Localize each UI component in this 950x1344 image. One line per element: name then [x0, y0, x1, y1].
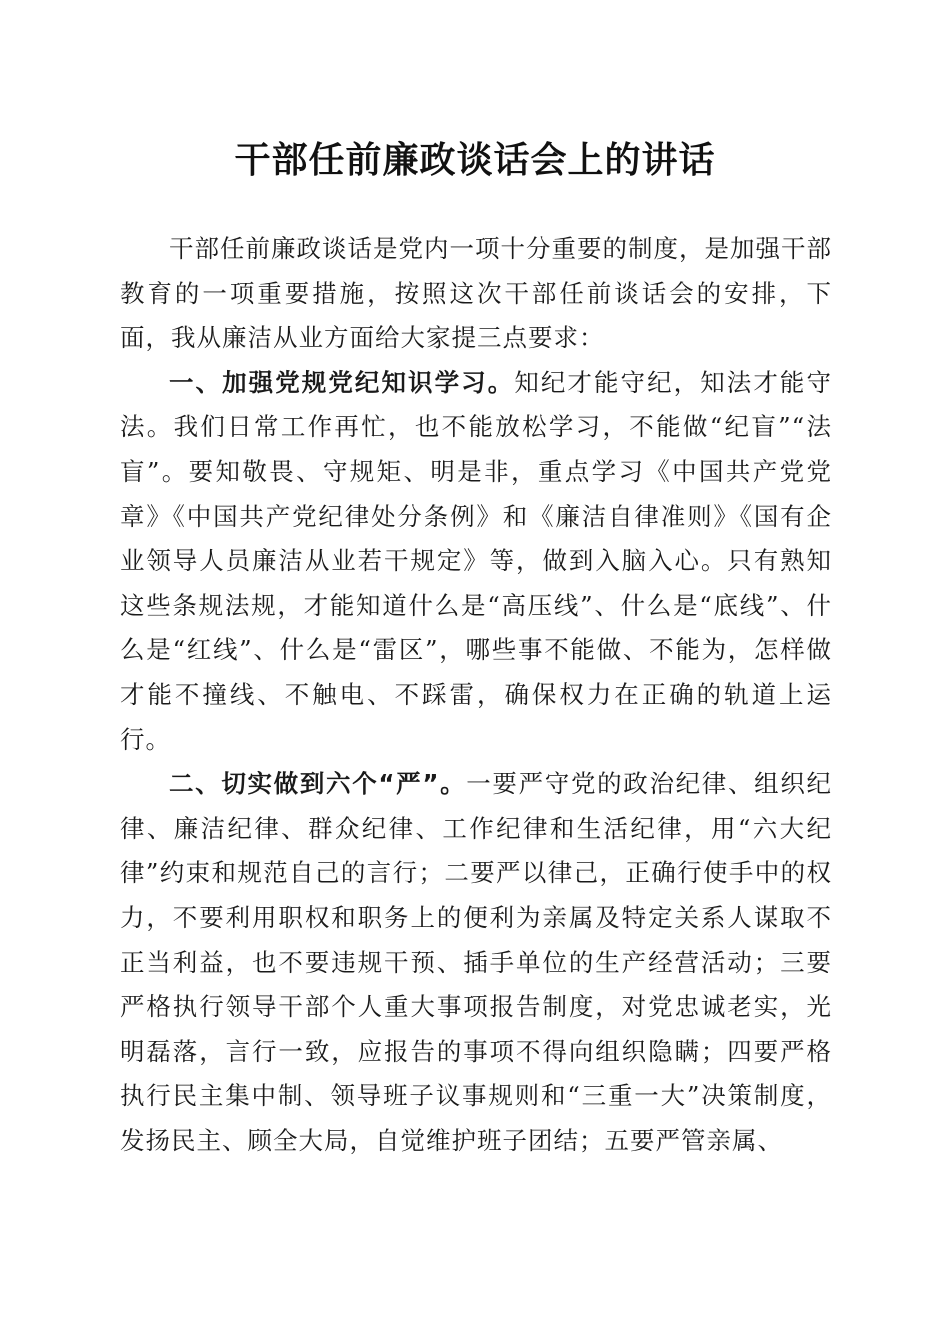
intro-paragraph: 干部任前廉政谈话是党内一项十分重要的制度，是加强干部教育的一项重要措施，按照这次干部任前谈话会的安排，下面，我从廉洁从业方面给大家提三点要求： [120, 234, 832, 353]
section-1-text: 知纪才能守纪，知法才能守法。我们日常工作再忙，也不能放松学习，不能做“纪盲”“法盲”。要知敬畏、守规矩、明是非，重点学习《中国共产党党章》《中国共产党纪律处分条例》和《廉洁自律准则》《国有企业领导人员廉洁从业若干规定》等，做到入脑入心。只有熟知这些条规法规，才能知道什么是“高压线”、什么是“底线”、什么是“红线”、什么是“雷区”，哪些事不能做、不能为，怎样做才能不撞线、不触电、不踩雷，确保权力在正确的轨道上运行。 [120, 367, 832, 754]
section-2-heading: 二、切实做到六个“严”。 [169, 769, 467, 799]
document-body [120, 227, 832, 1163]
section-1-heading: 一、加强党规党纪知识学习。 [169, 367, 515, 397]
section-2-text: 一要严守党的政治纪律、组织纪律、廉洁纪律、群众纪律、工作纪律和生活纪律，用“六大纪律”约束和规范自己的言行；二要严以律己，正确行使手中的权力，不要利用职权和职务上的便利为亲属及特定关系人谋取不正当利益，也不要违规干预、插手单位的生产经营活动；三要严格执行领导干部个人重大事项报告制度，对党忠诚老实，光明磊落，言行一致，应报告的事项不得向组织隐瞒；四要严格执行民主集中制、领导班子议事规则和“三重一大”决策制度，发扬民主、顾全大局，自觉维护班子团结；五要严管亲属、 [120, 769, 832, 1155]
section-1-paragraph [120, 361, 832, 762]
section-2-paragraph [120, 762, 832, 1163]
document-title: 干部任前廉政谈话会上的讲话 [234, 139, 716, 181]
